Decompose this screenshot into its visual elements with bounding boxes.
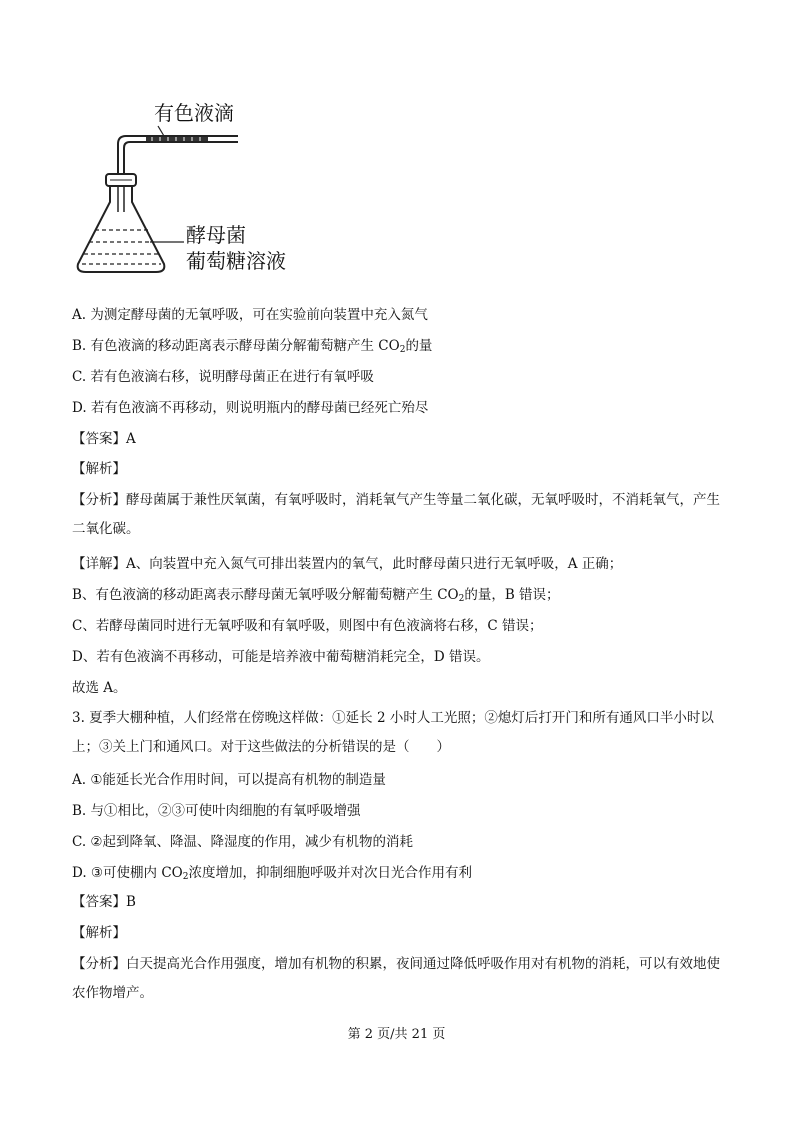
q3-option-d <box>72 864 472 886</box>
glass-tube <box>118 136 238 174</box>
q3-option-a: A. ①能延长光合作用时间，可以提高有机物的制造量 <box>72 772 386 788</box>
q3-option-c: C. ②起到降氧、降温、降湿度的作用，减少有机物的消耗 <box>72 834 414 850</box>
q3-option-d-sub: 2 <box>182 872 189 882</box>
q2-xiangjie-b-tail: 的量，B 错误； <box>464 587 560 603</box>
q2-xiangjie-b-sub: 2 <box>458 594 465 604</box>
q3-stem: 3. 夏季大棚种植，人们经常在傍晚这样做：①延长 2 小时人工光照；②熄灯后打开门和所有通风口半小时以上；③关上门和通风口。对于这些做法的分析错误的是（ ） <box>72 710 714 755</box>
conical-flask <box>78 186 165 272</box>
q2-conclusion: 故选 A。 <box>72 680 127 696</box>
q2-xiangjie-a: 【详解】A、向装置中充入氮气可排出装置内的氧气，此时酵母菌只进行无氧呼吸，A 正确； <box>72 556 623 572</box>
q3-option-d-text: D. ③可使棚内 CO <box>72 865 183 881</box>
q2-option-b-tail: 的量 <box>405 338 433 354</box>
q3-answer: 【答案】B <box>72 894 136 910</box>
q3-analysis-title: 【解析】 <box>72 925 126 941</box>
q2-option-b-text: B. 有色液滴的移动距离表示酵母菌分解葡萄糖产生 CO <box>72 338 400 354</box>
q2-option-c: C. 若有色液滴右移，说明酵母菌正在进行有氧呼吸 <box>72 369 374 385</box>
colored-droplet <box>146 137 208 141</box>
q2-xiangjie-b <box>72 586 560 608</box>
yeast-flask-figure <box>68 92 388 282</box>
q2-option-b <box>72 337 432 359</box>
page-footer: 第 2 页/共 21 页 <box>347 1027 446 1042</box>
q2-xiangjie-b-text: B、有色液滴的移动距离表示酵母菌无氧呼吸分解葡萄糖产生 CO <box>72 587 459 603</box>
q3-fenxi: 【分析】白天提高光合作用强度，增加有机物的积累，夜间通过降低呼吸作用对有机物的消耗，可以有效地使农作物增产。 <box>72 956 720 1001</box>
q2-fenxi: 【分析】酵母菌属于兼性厌氧菌，有氧呼吸时，消耗氧气产生等量二氧化碳，无氧呼吸时，不消耗氧气，产生二氧化碳。 <box>72 492 720 537</box>
q3-option-b: B. 与①相比，②③可使叶肉细胞的有氧呼吸增强 <box>72 803 361 819</box>
q3-option-d-tail: 浓度增加，抑制细胞呼吸并对次日光合作用有利 <box>188 865 472 881</box>
q2-option-b-sub: 2 <box>399 345 406 355</box>
q2-xiangjie-c: C、若酵母菌同时进行无氧呼吸和有氧呼吸，则图中有色液滴将右移，C 错误； <box>72 618 543 634</box>
q2-xiangjie-d: D、若有色液滴不再移动，可能是培养液中葡萄糖消耗完全，D 错误。 <box>72 649 490 665</box>
q2-analysis-title: 【解析】 <box>72 461 126 477</box>
figure-label-glucose: 葡萄糖溶液 <box>186 249 286 273</box>
q2-answer: 【答案】A <box>72 431 136 447</box>
figure-label-droplet: 有色液滴 <box>154 101 234 125</box>
q2-option-d: D. 若有色液滴不再移动，则说明瓶内的酵母菌已经死亡殆尽 <box>72 400 429 416</box>
figure-label-yeast: 酵母菌 <box>186 223 246 247</box>
q2-option-a: A. 为测定酵母菌的无氧呼吸，可在实验前向装置中充入氮气 <box>72 307 428 323</box>
